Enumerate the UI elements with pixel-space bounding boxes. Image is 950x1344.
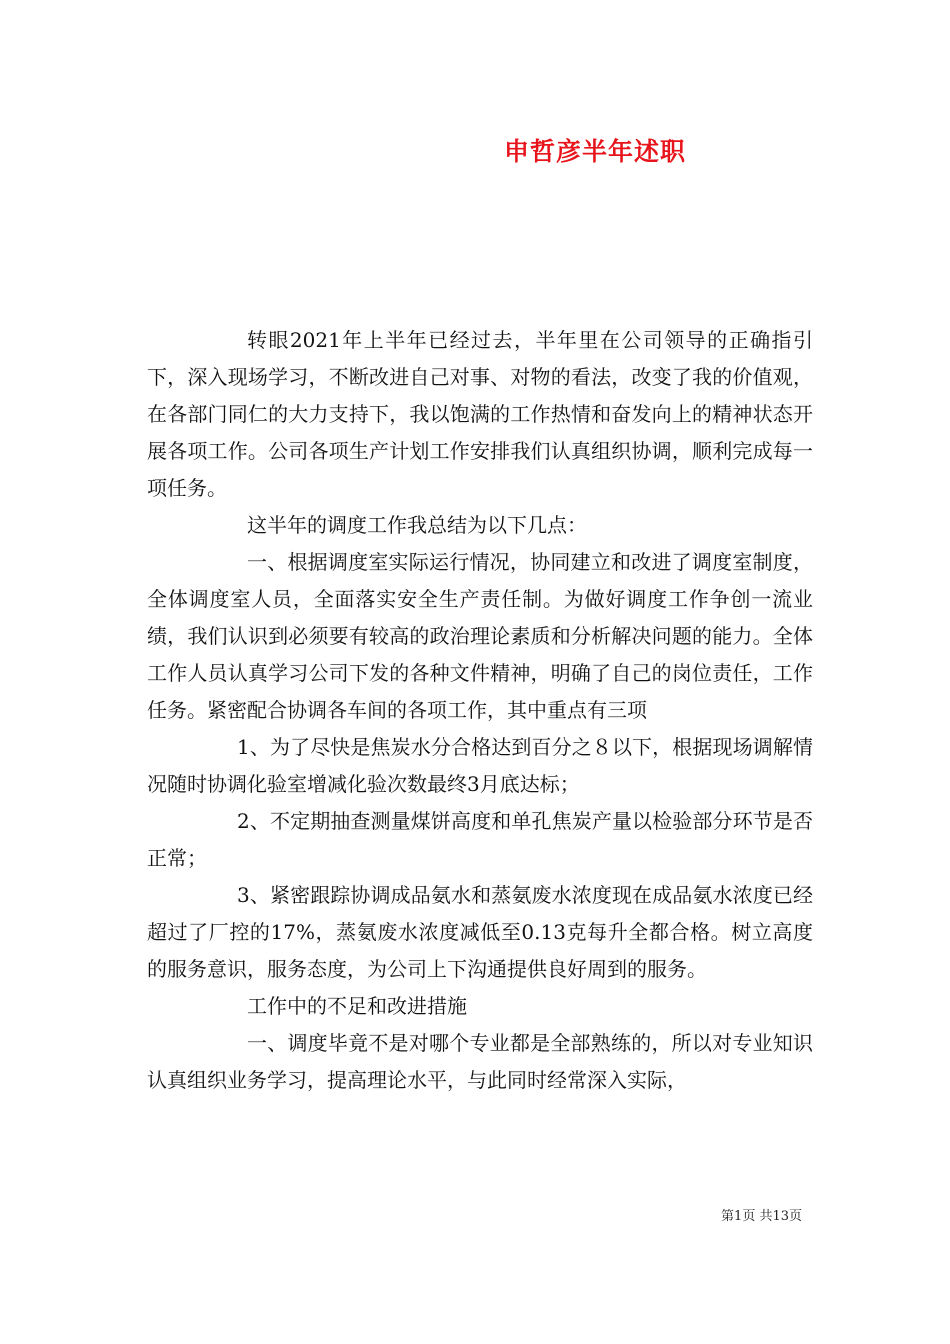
paragraph-shortcoming-one: 一、调度毕竟不是对哪个专业都是全部熟练的，所以对专业知识认真组织业务学习，提高理论水平，与此同时经常深入实际， <box>147 1031 813 1092</box>
paragraph-point-one: 一、根据调度室实际运行情况，协同建立和改进了调度室制度，全体调度室人员，全面落实安全生产责任制。为做好调度工作争创一流业绩，我们认识到必须要有较高的政治理论素质和分析解决问题的能力。全体工作人员认真学习公司下发的各种文件精神，明确了自己的岗位责任，工作任务。紧密配合协调各车间的各项工作，其中重点有三项 <box>147 550 813 722</box>
paragraph-summary-heading: 这半年的调度工作我总结为以下几点： <box>247 513 587 537</box>
document-body <box>147 322 813 1099</box>
page-number-footer: 第1页 共13页 <box>721 1209 802 1224</box>
page-title: 申哲彦半年述职 <box>503 137 686 166</box>
paragraph-item-3: 3、紧密跟踪协调成品氨水和蒸氨废水浓度现在成品氨水浓度已经超过了厂控的17%，蒸氨废水浓度减低至0.13克每升全都合格。树立高度的服务意识，服务态度，为公司上下沟通提供良好周到的服务。 <box>147 883 813 981</box>
paragraph-item-2: 2、不定期抽查测量煤饼高度和单孔焦炭产量以检验部分环节是否正常； <box>147 809 813 870</box>
paragraph-shortcomings-heading: 工作中的不足和改进措施 <box>247 994 467 1018</box>
paragraph-intro: 转眼2021年上半年已经过去，半年里在公司领导的正确指引下，深入现场学习，不断改进自己对事、对物的看法，改变了我的价值观，在各部门同仁的大力支持下，我以饱满的工作热情和奋发向上的精神状态开展各项工作。公司各项生产计划工作安排我们认真组织协调，顺利完成每一项任务。 <box>147 328 813 500</box>
paragraph-item-1: 1、为了尽快是焦炭水分合格达到百分之８以下，根据现场调解情况随时协调化验室增减化验次数最终3月底达标； <box>147 735 813 796</box>
